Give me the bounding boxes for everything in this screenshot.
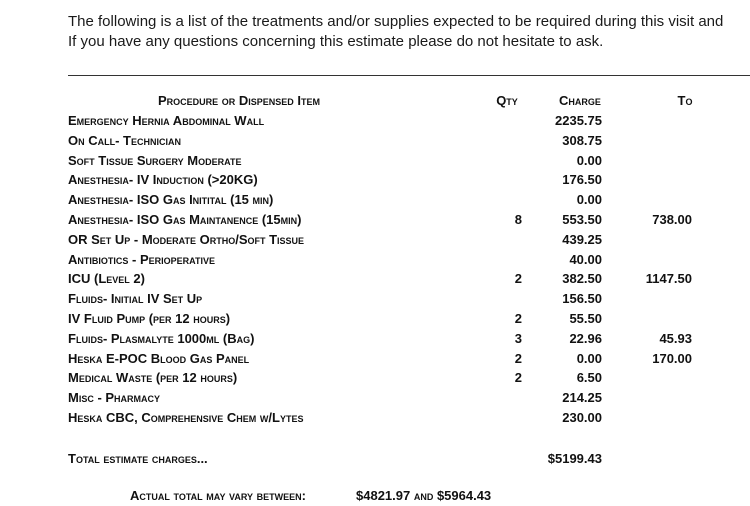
divider xyxy=(68,75,750,76)
table-row xyxy=(0,170,750,190)
table-row xyxy=(0,131,750,151)
item-name: Soft Tissue Surgery Moderate xyxy=(68,152,242,168)
item-total: 170.00 xyxy=(652,350,692,366)
item-name: On Call- Technician xyxy=(68,132,181,148)
item-charge: 2235.75 xyxy=(555,113,602,128)
table-row xyxy=(0,329,750,349)
item-charge: 214.25 xyxy=(562,390,602,406)
table-row xyxy=(0,269,750,289)
item-total: 1147.50 xyxy=(645,271,692,287)
item-charge: 156.50 xyxy=(562,291,602,307)
intro-line-2: If you have any questions concerning this estimate please do not hesitate to ask. xyxy=(68,33,604,50)
item-qty: 3 xyxy=(514,330,522,346)
table-row xyxy=(0,349,750,369)
item-charge: 22.96 xyxy=(569,330,602,346)
item-name: Fluids- Plasmalyte 1000ml (Bag) xyxy=(68,330,255,346)
total-label: Total estimate charges... xyxy=(68,451,208,466)
table-row xyxy=(0,368,750,388)
item-charge: 0.00 xyxy=(576,350,602,366)
item-charge: 0.00 xyxy=(576,152,602,168)
table-row xyxy=(0,388,750,408)
item-charge: 0.00 xyxy=(576,192,602,208)
total-value: $5199.43 xyxy=(547,451,602,466)
header-total: To xyxy=(677,93,693,108)
item-qty: 2 xyxy=(514,370,522,386)
item-name: IV Fluid Pump (per 12 hours) xyxy=(68,311,231,326)
item-name: Heska CBC, Comprehensive Chem w/Lytes xyxy=(68,410,304,425)
item-charge: 382.50 xyxy=(562,271,602,287)
item-charge: 553.50 xyxy=(562,212,602,227)
table-row xyxy=(0,408,750,428)
table-row xyxy=(0,250,750,270)
header-charge: Charge xyxy=(559,93,601,108)
item-total: 738.00 xyxy=(652,212,692,227)
item-charge: 230.00 xyxy=(562,410,602,425)
table-row xyxy=(0,309,750,329)
item-qty: 2 xyxy=(514,311,522,326)
item-name: ICU (Level 2) xyxy=(68,271,145,287)
item-charge: 176.50 xyxy=(562,172,602,188)
intro-line-1: The following is a list of the treatments and/or supplies expected to be required during this visit and xyxy=(68,13,724,30)
item-name: OR Set Up - Moderate Ortho/Soft Tissue xyxy=(68,231,305,247)
vary-range: $4821.97 and $5964.43 xyxy=(356,488,492,503)
table-row xyxy=(0,230,750,250)
item-qty: 2 xyxy=(514,350,522,366)
item-charge: 40.00 xyxy=(569,251,602,267)
item-charge: 55.50 xyxy=(569,311,602,326)
header-item: Procedure or Dispensed Item xyxy=(157,93,321,108)
table-row xyxy=(0,151,750,171)
vary-label: Actual total may vary between: xyxy=(130,488,306,503)
item-charge: 308.75 xyxy=(562,132,602,148)
item-name: Heska E-POC Blood Gas Panel xyxy=(68,350,250,366)
item-name: Anesthesia- ISO Gas Initital (15 min) xyxy=(68,192,274,208)
table-row xyxy=(0,289,750,309)
item-name: Medical Waste (per 12 hours) xyxy=(68,370,238,386)
intro-text xyxy=(68,12,750,52)
item-name: Anesthesia- ISO Gas Maintanence (15min) xyxy=(68,212,302,227)
table-row xyxy=(0,111,750,131)
item-charge: 6.50 xyxy=(576,370,602,386)
table-row xyxy=(0,210,750,230)
item-name: Anesthesia- IV Induction (>20KG) xyxy=(68,172,258,188)
table-row xyxy=(0,190,750,210)
header-qty: Qty xyxy=(496,93,518,108)
item-name: Fluids- Initial IV Set Up xyxy=(68,291,203,307)
item-qty: 2 xyxy=(514,271,522,287)
item-name: Misc - Pharmacy xyxy=(68,390,161,406)
item-qty: 8 xyxy=(514,212,522,227)
item-total: 45.93 xyxy=(659,330,692,346)
item-name: Antibiotics - Perioperative xyxy=(68,251,215,267)
item-name: Emergency Hernia Abdominal Wall xyxy=(68,113,265,128)
item-charge: 439.25 xyxy=(562,231,602,247)
